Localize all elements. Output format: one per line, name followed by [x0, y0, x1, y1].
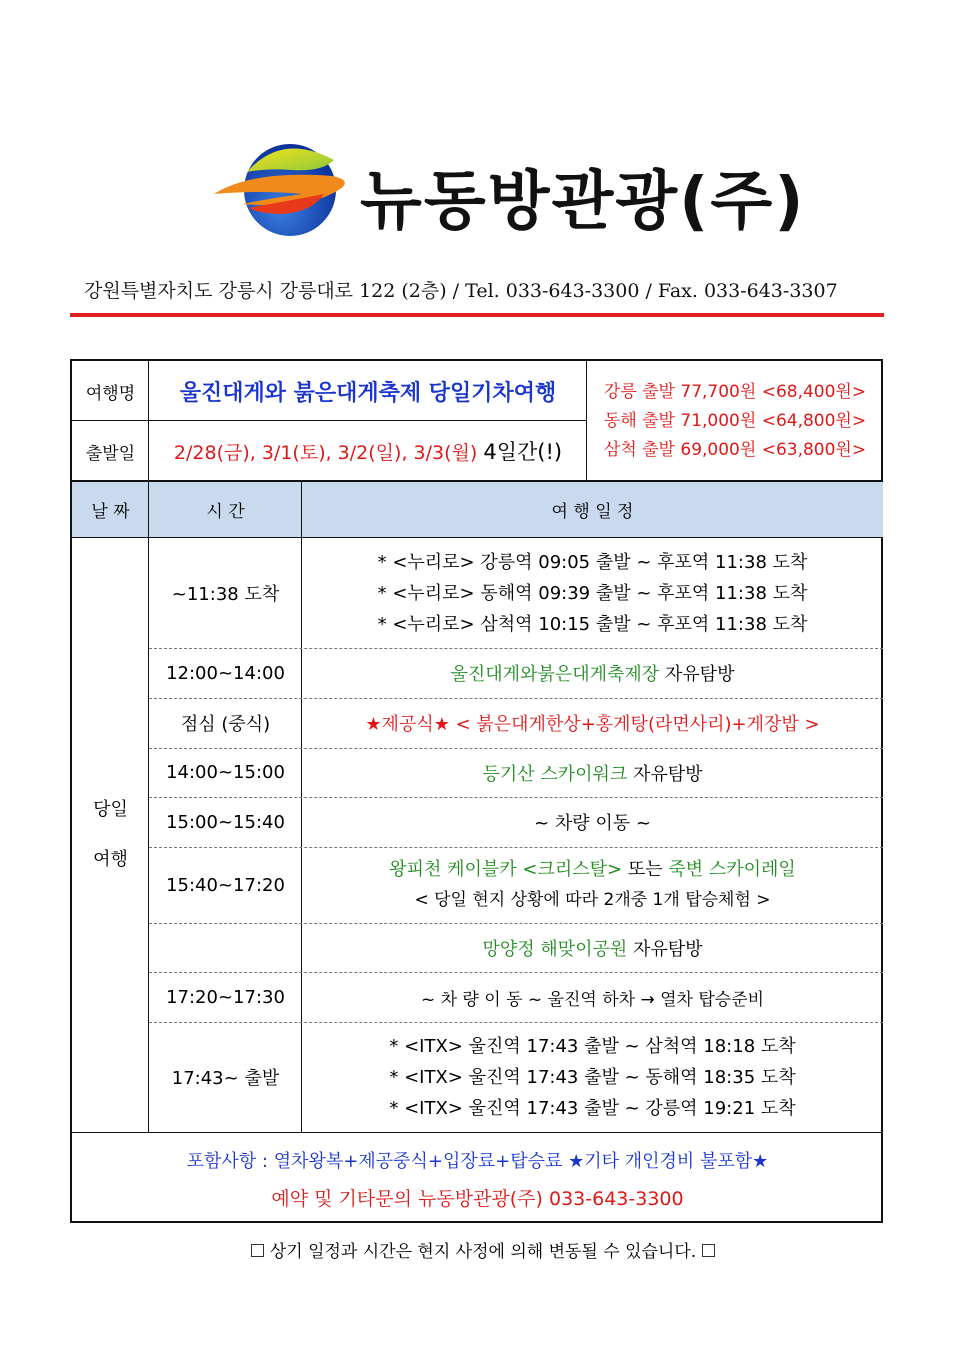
row-1-time: ~11:38 도착 [171, 584, 280, 605]
row-6-note: < 당일 현지 상황에 따라 2개중 1개 탑승체험 > [414, 890, 771, 910]
row-3-time: 점심 (중식) [180, 714, 271, 735]
row-2-place: 울진대게와붉은대게축제장 [450, 664, 660, 685]
row-7-time [149, 923, 302, 972]
price-donghae: 동해 출발 71,000원 <64,800원> [603, 410, 867, 431]
train-line-2: * <누리로> 동해역 09:39 출발 ~ 후포역 11:38 도착 [377, 582, 808, 604]
row-4-activity: 자유탐방 [633, 763, 703, 785]
row-1-schedule [302, 538, 883, 648]
row-6-place-b: 죽변 스카이레일 [668, 859, 796, 880]
checkbox-icon [702, 1244, 715, 1257]
departure-dates-cell [149, 421, 587, 481]
train-line-1: * <누리로> 강릉역 09:05 출발 ~ 후포역 11:38 도착 [377, 551, 808, 573]
row-9-schedule [302, 1022, 883, 1132]
row-9-time: 17:43~ 출발 [171, 1068, 280, 1089]
divider [70, 313, 884, 317]
row-6-schedule [302, 847, 883, 923]
col-schedule: 여 행 일 정 [551, 502, 634, 522]
departure-dates: 2/28(금), 3/1(토), 3/2(일), 3/3(월) [173, 441, 478, 464]
day-label-2: 여행 [93, 849, 128, 870]
checkbox-icon [251, 1244, 264, 1257]
row-7-activity: 자유탐방 [633, 938, 703, 960]
row-2-time: 12:00~14:00 [166, 662, 285, 684]
row-7-place: 망양정 해맞이공원 [482, 938, 628, 960]
trip-name-label: 여행명 [85, 383, 136, 404]
row-8-time: 17:20~17:30 [166, 986, 285, 1008]
contact-info: 예약 및 기타문의 뉴동방관광(주) 033-643-3300 [271, 1187, 684, 1210]
price-gangneung: 강릉 출발 77,700원 <68,400원> [603, 381, 867, 402]
row-7-schedule [302, 923, 883, 972]
row-6-time: 15:40~17:20 [166, 874, 285, 896]
departure-label: 출발일 [85, 443, 136, 464]
row-2-schedule [302, 648, 883, 698]
globe-logo-icon [212, 132, 362, 242]
price-list [587, 361, 883, 481]
disclaimer [0, 1237, 966, 1262]
company-logo [212, 132, 806, 242]
row-5-time: 15:00~15:40 [166, 811, 285, 833]
price-samcheok: 삼척 출발 69,000원 <63,800원> [603, 439, 867, 460]
row-4-time: 14:00~15:00 [166, 762, 285, 783]
trip-name: 울진대게와 붉은대게축제 당일기차여행 [179, 380, 557, 406]
includes-note: 포함사항 : 열차왕복+제공중식+입장료+탑승료 ★기타 개인경비 불포함★ [186, 1151, 769, 1172]
col-date: 날 짜 [91, 502, 130, 522]
row-6-main [389, 855, 796, 885]
row-6-connector: 또는 [627, 859, 663, 880]
day-label-1: 당일 [93, 799, 128, 820]
return-line-3: * <ITX> 울진역 17:43 출발 ~ 강릉역 19:21 도착 [389, 1097, 796, 1119]
disclaimer-text: 상기 일정과 시간은 현지 사정에 의해 변동될 수 있습니다. [269, 1242, 697, 1262]
row-4-place: 등기산 스카이워크 [482, 763, 628, 785]
address-line: 강원특별자치도 강릉시 강릉대로 122 (2층) / Tel. 033-643-3300 / Fax. 033-643-3307 [84, 280, 838, 302]
departure-duration: 4일간(!) [483, 440, 563, 464]
return-line-1: * <ITX> 울진역 17:43 출발 ~ 삼척역 18:18 도착 [389, 1035, 796, 1057]
row-3-schedule: ★제공식★ < 붉은대게한상+홍게탕(라면사리)+게장밥 > [365, 714, 820, 735]
train-line-3: * <누리로> 삼척역 10:15 출발 ~ 후포역 11:38 도착 [377, 613, 808, 635]
row-6-place-a: 왕피천 케이블카 <크리스탈> [389, 859, 623, 880]
company-name: 뉴동방관광(주) [360, 165, 806, 239]
row-8-schedule: ~ 차 량 이 동 ~ 울진역 하차 → 열차 탑승준비 [420, 989, 765, 1010]
return-line-2: * <ITX> 울진역 17:43 출발 ~ 동해역 18:35 도착 [389, 1066, 796, 1088]
day-label [72, 538, 149, 1132]
itinerary-table [70, 359, 883, 1223]
row-5-schedule: ~ 차량 이동 ~ [534, 813, 651, 834]
row-2-activity: 자유탐방 [664, 664, 735, 685]
row-4-schedule [302, 748, 883, 797]
col-time: 시 간 [206, 502, 245, 522]
